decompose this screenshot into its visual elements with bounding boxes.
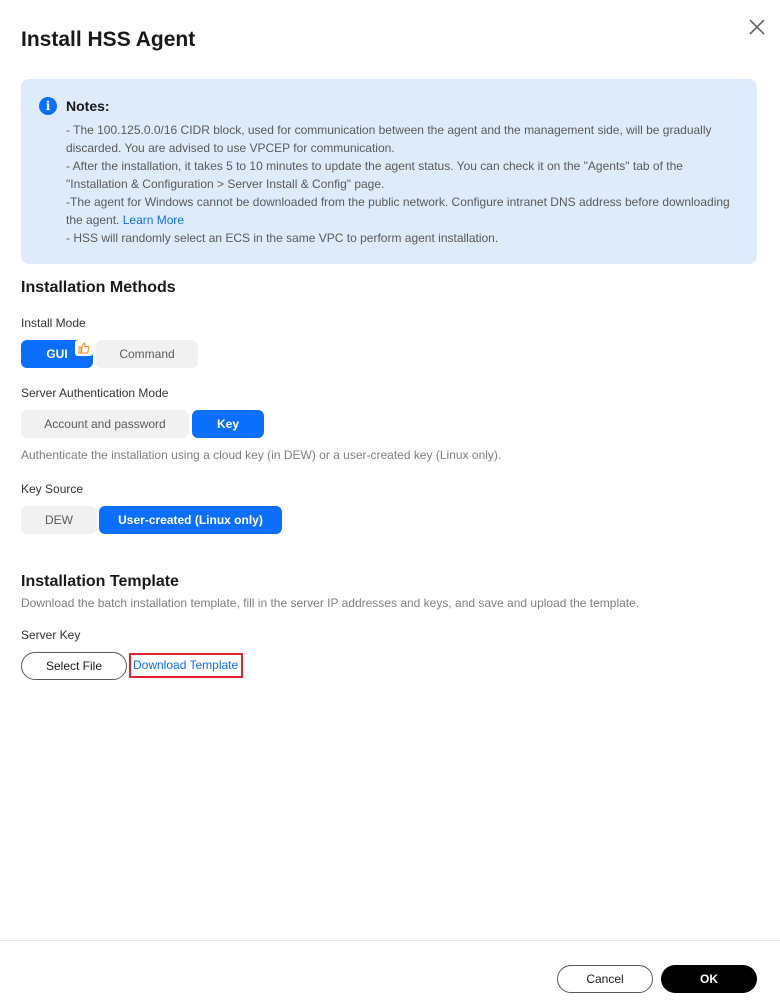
notes-panel bbox=[21, 79, 757, 264]
auth-key-button[interactable]: Key bbox=[192, 410, 264, 438]
note-line-4: - HSS will randomly select an ECS in the same VPC to perform agent installation. bbox=[66, 231, 499, 245]
thumbs-up-icon bbox=[75, 340, 93, 356]
notes-text bbox=[66, 121, 746, 247]
select-file-button[interactable]: Select File bbox=[21, 652, 127, 680]
notes-title: Notes: bbox=[66, 98, 110, 114]
info-icon: i bbox=[39, 97, 57, 115]
key-source-label: Key Source bbox=[21, 482, 84, 496]
learn-more-link[interactable]: Learn More bbox=[122, 213, 185, 227]
key-source-user-created-button[interactable]: User-created (Linux only) bbox=[99, 506, 282, 534]
download-template-link[interactable]: Download Template bbox=[129, 653, 243, 678]
note-line-3-text: -The agent for Windows cannot be downloaded from the public network. Configure intranet DNS address before downloading the agent. bbox=[66, 195, 730, 227]
note-line-2: - After the installation, it takes 5 to 10 minutes to update the agent status. You can check it on the "Agents" tab of the "Installation & Configuration > Server Install & Config" page. bbox=[66, 159, 683, 191]
install-mode-gui-button[interactable]: GUI bbox=[21, 340, 93, 368]
footer-divider bbox=[0, 940, 780, 941]
install-mode-label: Install Mode bbox=[21, 316, 86, 330]
cancel-button[interactable]: Cancel bbox=[557, 965, 653, 993]
dialog-title: Install HSS Agent bbox=[21, 28, 196, 51]
template-description: Download the batch installation template, fill in the server IP addresses and keys, and save and upload the template. bbox=[21, 596, 640, 610]
auth-help-text: Authenticate the installation using a cloud key (in DEW) or a user-created key (Linux only). bbox=[21, 448, 502, 462]
install-mode-command-button[interactable]: Command bbox=[96, 340, 198, 368]
close-icon[interactable] bbox=[746, 16, 768, 38]
auth-mode-label: Server Authentication Mode bbox=[21, 386, 169, 400]
note-line-1: - The 100.125.0.0/16 CIDR block, used for communication between the agent and the management side, will be gradually discarded. You are advised to use VPCEP for communication. bbox=[66, 123, 712, 155]
key-source-dew-button[interactable]: DEW bbox=[21, 506, 97, 534]
installation-template-title: Installation Template bbox=[21, 573, 179, 590]
installation-methods-title: Installation Methods bbox=[21, 279, 176, 296]
auth-account-password-button[interactable]: Account and password bbox=[21, 410, 189, 438]
server-key-label: Server Key bbox=[21, 628, 81, 642]
ok-button[interactable]: OK bbox=[661, 965, 757, 993]
note-line-3 bbox=[66, 193, 746, 229]
